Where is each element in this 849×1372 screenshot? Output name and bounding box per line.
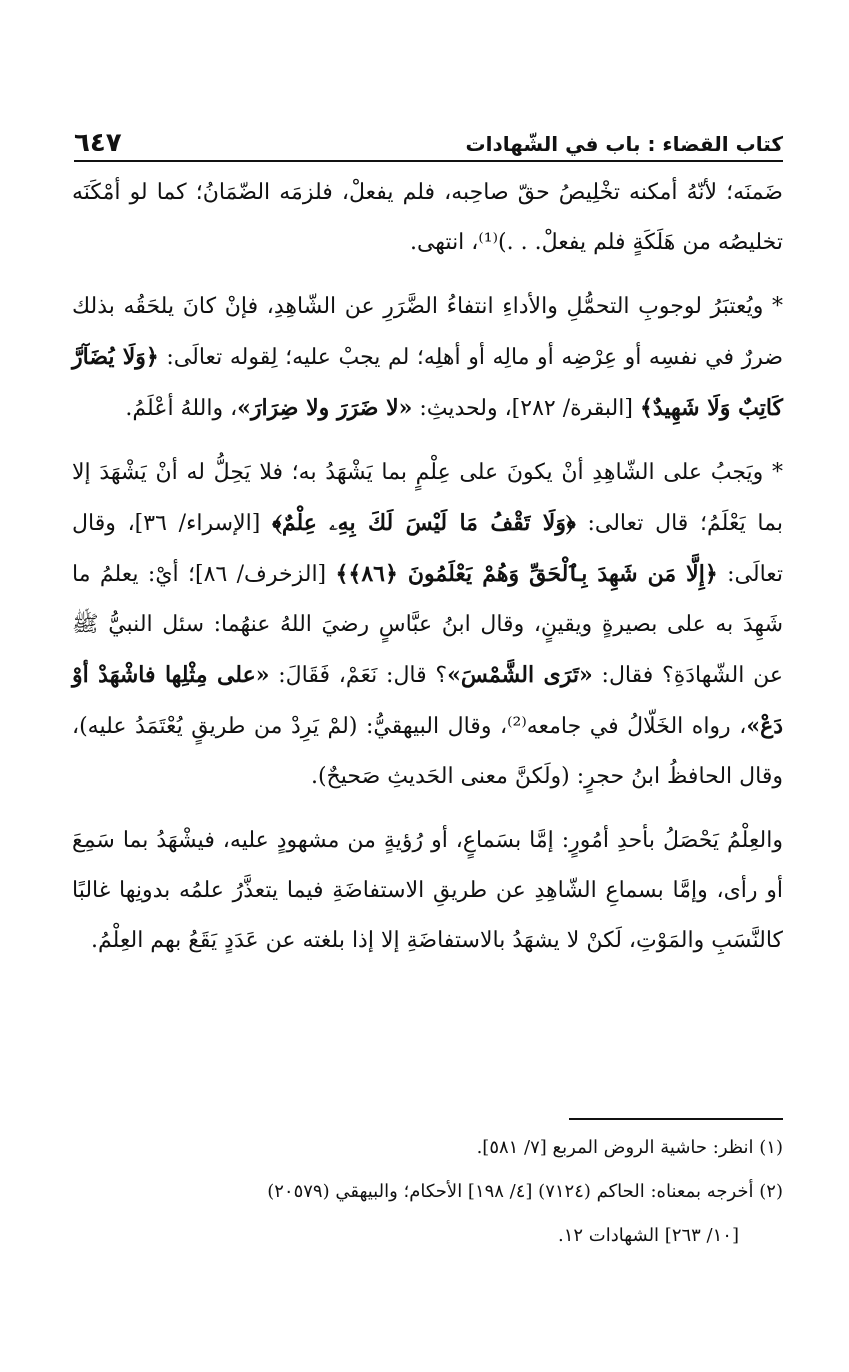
paragraph-3-text-d: ؟ قال: نَعَمْ، فَقَالَ: <box>269 663 448 688</box>
paragraph-3-text-c: [الزخرف/ ٨٦]؛ أيْ: يعلمُ ما شَهِدَ به على بصيرةٍ ويقينٍ، وقال ابنُ عبَّاسٍ رضيَ اللهُ عنهُما: سئل النبيُّ ﷺ عن الشّهادَةِ؟ فقال: <box>72 562 783 688</box>
footnotes <box>72 1128 783 1260</box>
paragraph-3 <box>72 448 783 802</box>
footnote-2-line-1: (٢) أخرجه بمعناه: الحاكم (٧١٢٤) [٤/ ١٩٨] الأحكام؛ والبيهقي (٢٠٥٧٩) <box>267 1181 783 1202</box>
footnote-divider <box>569 1118 783 1120</box>
paragraph-3-text-b: [الإسراء/ ٣٦]، وقال تعالَى: <box>72 511 784 587</box>
paragraph-3-text-a: * ويَجبُ على الشّاهِدِ أنْ يكونَ على عِلْمٍ بما يَشْهَدُ به؛ فلا يَحِلُّ له أنْ يَشْهَدَ إلا بما يَعْلَمُ؛ قال تعالى: <box>72 460 783 536</box>
paragraph-2-text-b: [البقرة/ ٢٨٢]، ولحديثِ: <box>412 396 640 421</box>
paragraph-2-text-c: ، واللهُ أعْلَمُ. <box>125 396 238 421</box>
hadith-testify: «على مِثْلِها فاشْهَدْ أوْ دَعْ» <box>72 662 784 739</box>
quran-verse-zukhruf: ﴿إِلَّا مَن شَهِدَ بِٱلْحَقِّ وَهُمْ يَعْلَمُونَ ﴿٨٦﴾﴾ <box>335 561 718 587</box>
footnote-2-line-2: [١٠/ ٢٦٣] الشهادات ١٢. <box>557 1225 739 1246</box>
hadith-see-sun: «تَرَى الشَّمْسَ» <box>447 662 593 688</box>
footnote-1: (١) انظر: حاشية الروض المربع [٧/ ٥٨١]. <box>476 1137 783 1158</box>
paragraph-4-text: والعِلْمُ يَحْصَلُ بأحدِ أمُورٍ: إمَّا بسَماعٍ، أو رُؤيةٍ من مشهودٍ عليه، فيشْهَدُ بما سَمِعَ أو رأى، وإمَّا بسماعِ الشّاهِدِ عن طريقِ الاستفاضَةِ فيما يتعذَّرُ علمُه بدونِها غالبًا كالنَّسَبِ والمَوْتِ، لَكنْ لا يشهَدُ بالاستفاضَةِ إلا إذا بلغته عن عَدَدٍ يَقَعُ بهم العِلْمُ. <box>72 828 783 953</box>
quran-verse-baqarah: ﴿وَلَا يُضَآرَّ كَاتِبٌ وَلَا شَهِيدٌ﴾ <box>72 344 783 421</box>
page-header <box>74 118 783 162</box>
paragraph-2 <box>72 282 783 434</box>
quran-verse-isra: ﴿وَلَا تَقْفُ مَا لَيْسَ لَكَ بِهِۦ عِلْمٌ﴾ <box>272 510 576 536</box>
paragraph-2-text-a: * ويُعتبَرُ لوجوبِ التحمُّلِ والأداءِ انتفاءُ الضَّرَرِ عن الشّاهِدِ، فإنْ كانَ يلحَقُه بذلك ضررٌ في نفسِه أو عِرْضِه أو مالِه أو أهلِه؛ لم يجبْ عليه؛ لِقوله تعالَى: <box>72 294 784 370</box>
running-title: كتاب القضاء : باب في الشّهادات <box>465 132 783 156</box>
page-number: ٦٤٧ <box>74 128 122 158</box>
paragraph-3-text-e: ، رواه الخَلّالُ في جامعه⁽²⁾، وقال البيهقيُّ: (لمْ يَرِدْ من طريقٍ يُعْتَمَدُ عليه)، وقال الحافظُ ابنُ حجرٍ: (ولَكنَّ معنى الحَديثِ صَحيحٌ). <box>72 714 783 789</box>
paragraph-1-text: ضَمنَه؛ لأنّهُ أمكنه تخْلِيصُ حقّ صاحِبه، فلم يفعلْ، فلزمَه الضّمَانُ؛ كما لو أمْكَنَه تخليصُه من هَلَكَةٍ فلم يفعلْ. . .)⁽¹⁾، انتهى. <box>72 180 783 255</box>
main-text <box>72 168 783 980</box>
paragraph-1 <box>72 168 783 268</box>
paragraph-4 <box>72 816 783 966</box>
hadith-no-harm: «لا ضَرَرَ ولا ضِرَارَ» <box>237 395 413 421</box>
